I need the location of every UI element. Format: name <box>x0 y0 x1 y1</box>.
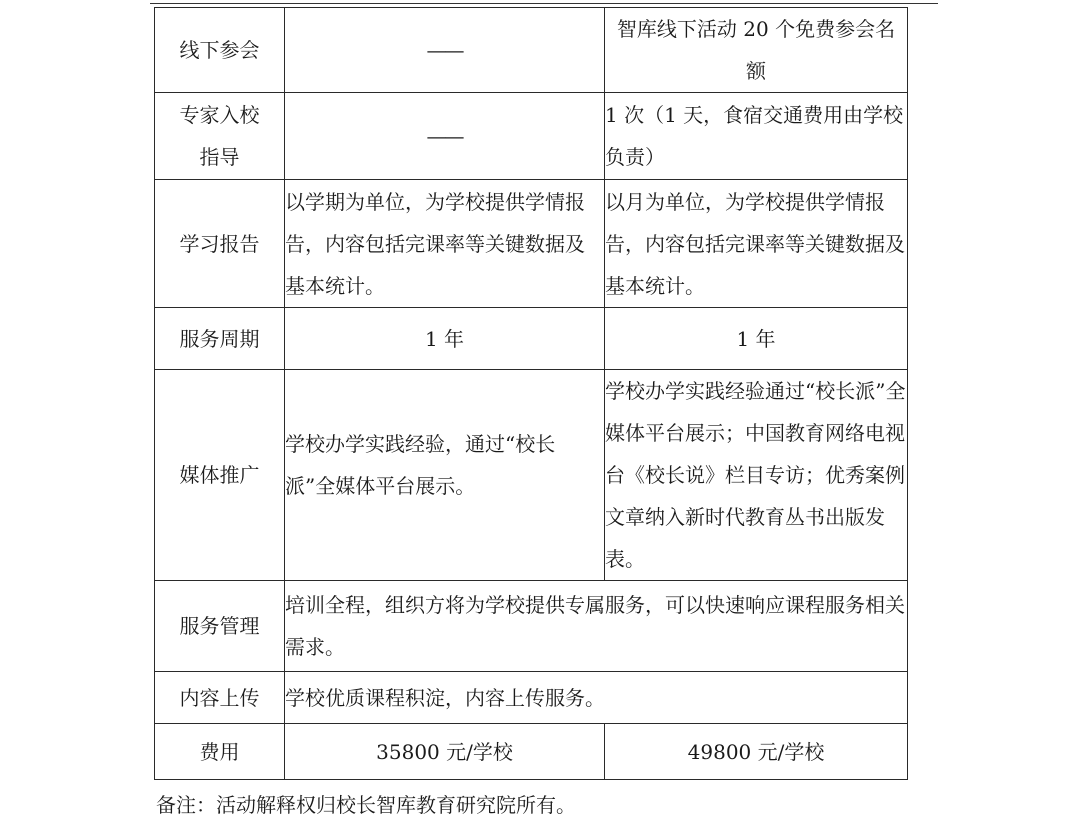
basic-report: 以学期为单位，为学校提供学情报告，内容包括完课率等关键数据及基本统计。 <box>285 180 605 308</box>
premium-period: 1 年 <box>605 308 908 370</box>
premium-offline: 智库线下活动 20 个免费参会名额 <box>605 8 908 93</box>
basic-offline: —— <box>285 8 605 93</box>
content-management: 培训全程，组织方将为学校提供专属服务，可以快速响应课程服务相关需求。 <box>285 581 908 672</box>
basic-media: 学校办学实践经验，通过“校长派”全媒体平台展示。 <box>285 370 605 581</box>
table-row-offline <box>155 8 908 93</box>
table-row-expert <box>155 93 908 180</box>
premium-expert: 1 次（1 天，食宿交通费用由学校负责） <box>605 93 908 180</box>
basic-fee: 35800 元/学校 <box>285 724 605 780</box>
row-label-media: 媒体推广 <box>155 370 285 581</box>
table-row-upload <box>155 672 908 724</box>
table-row-fee <box>155 724 908 780</box>
row-label-management: 服务管理 <box>155 581 285 672</box>
premium-media: 学校办学实践经验通过“校长派”全媒体平台展示；中国教育网络电视台《校长说》栏目专访；优秀案例文章纳入新时代教育丛书出版发表。 <box>605 370 908 581</box>
row-label-report: 学习报告 <box>155 180 285 308</box>
service-comparison-table <box>154 7 908 780</box>
table-row-report <box>155 180 908 308</box>
footnote: 备注：活动解释权归校长智库教育研究院所有。 <box>156 793 576 817</box>
top-rule <box>150 3 938 4</box>
table-row-media <box>155 370 908 581</box>
row-label-fee: 费用 <box>155 724 285 780</box>
row-label-expert: 专家入校指导 <box>155 93 285 180</box>
table-row-period <box>155 308 908 370</box>
basic-period: 1 年 <box>285 308 605 370</box>
row-label-offline: 线下参会 <box>155 8 285 93</box>
row-label-upload: 内容上传 <box>155 672 285 724</box>
table-row-management <box>155 581 908 672</box>
content-upload: 学校优质课程积淀，内容上传服务。 <box>285 672 908 724</box>
row-label-period: 服务周期 <box>155 308 285 370</box>
basic-expert: —— <box>285 93 605 180</box>
premium-report: 以月为单位，为学校提供学情报告，内容包括完课率等关键数据及基本统计。 <box>605 180 908 308</box>
premium-fee: 49800 元/学校 <box>605 724 908 780</box>
